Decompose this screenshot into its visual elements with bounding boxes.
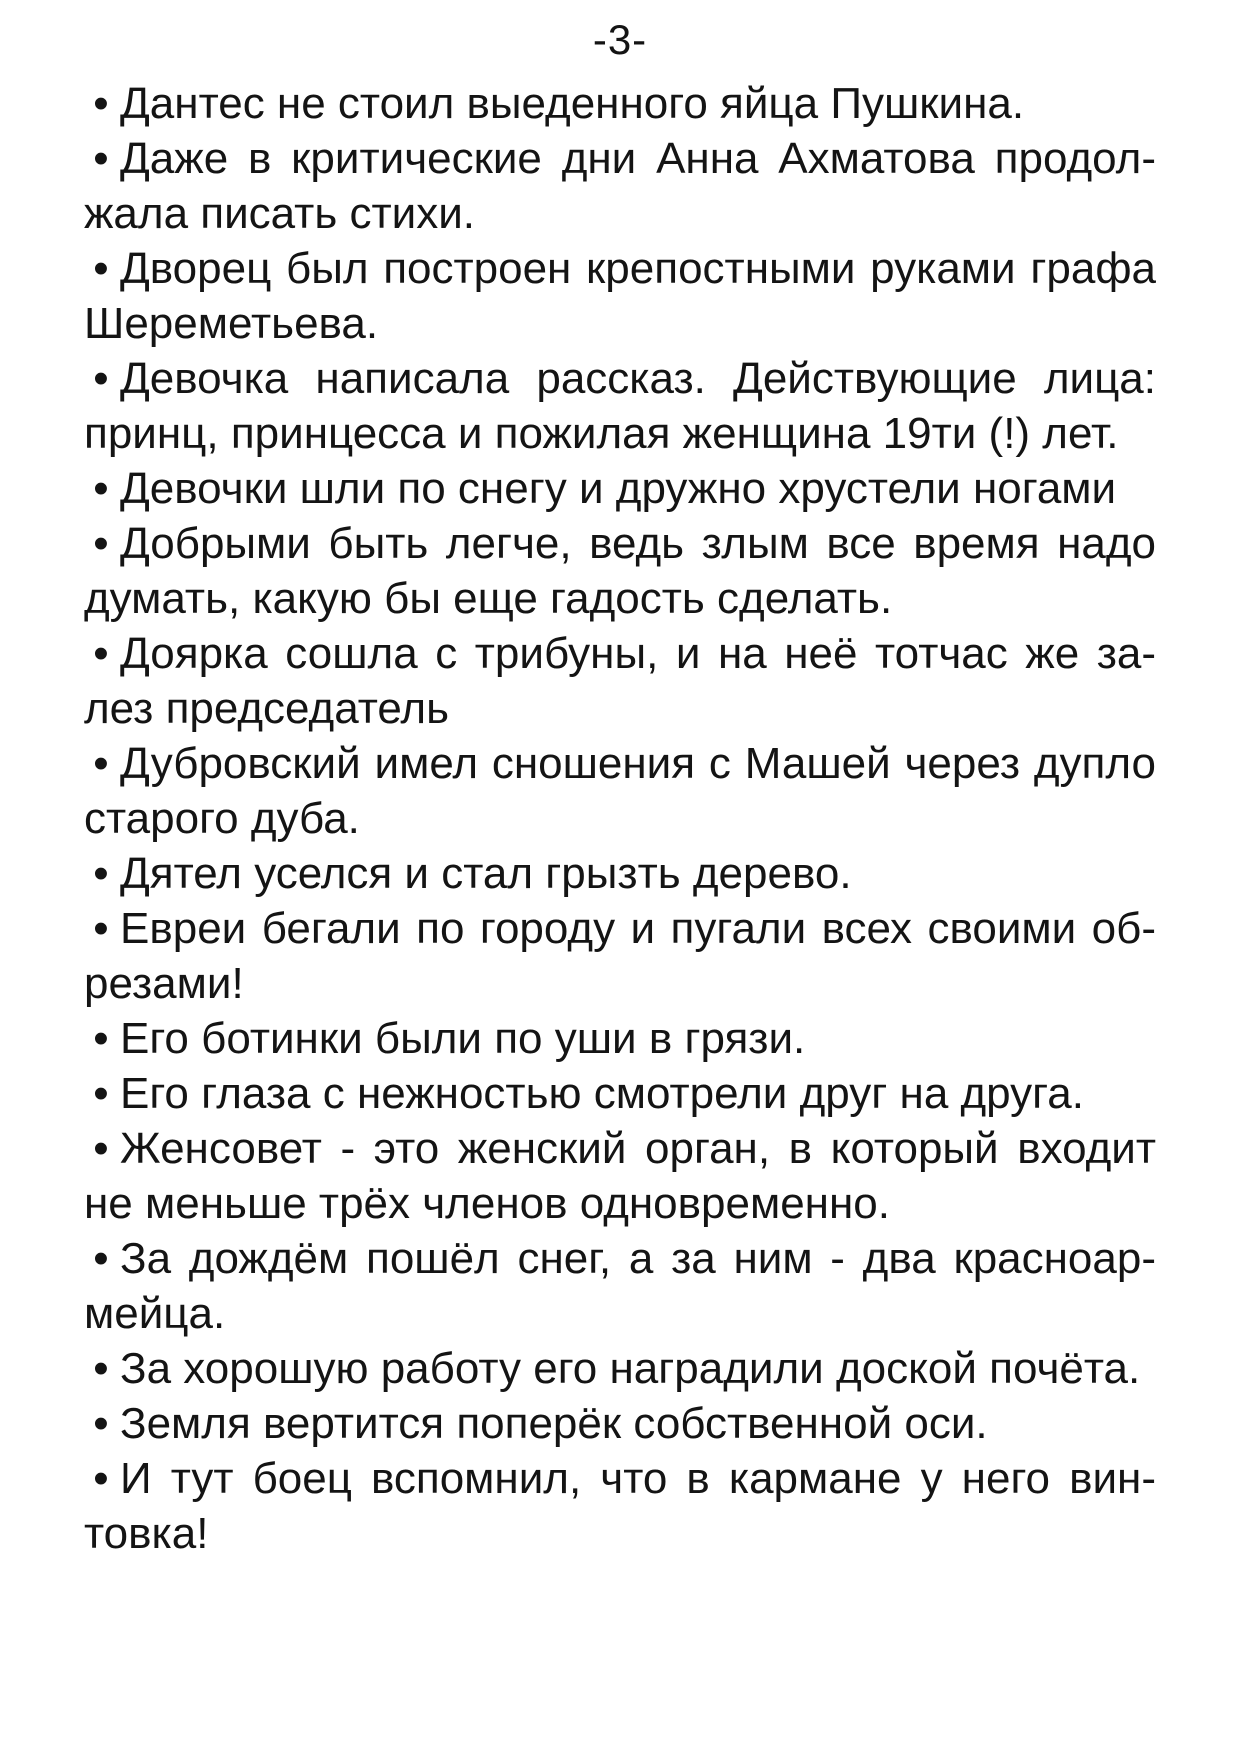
list-item xyxy=(84,76,1156,131)
entry-text: Его глаза с нежностью смотрели друг на друга. xyxy=(120,1069,1084,1118)
entry-text: Дятел уселся и стал грызть дерево. xyxy=(120,849,852,898)
list-item xyxy=(84,1121,1156,1231)
entry-text: И тут боец вспомнил, что в кармане у него винтовка! xyxy=(84,1454,1156,1558)
document-page xyxy=(84,14,1156,1734)
entry-text: Дворец был построен крепостными руками графа Шереметьева. xyxy=(84,244,1156,348)
bullet-icon: • xyxy=(93,1069,109,1118)
bullet-icon: • xyxy=(93,1234,109,1283)
bullet-icon: • xyxy=(93,79,109,128)
entry-text: Девочки шли по снегу и дружно хрустели ногами xyxy=(120,464,1117,513)
entry-text: Женсовет - это женский орган, в который входит не меньше трёх членов одновременно. xyxy=(84,1124,1156,1228)
bullet-icon: • xyxy=(93,519,109,568)
list-item xyxy=(84,736,1156,846)
list-item xyxy=(84,1011,1156,1066)
entries-list xyxy=(84,76,1156,1561)
page-number: -3- xyxy=(592,16,648,63)
list-item xyxy=(84,1451,1156,1561)
list-item xyxy=(84,1231,1156,1341)
entry-text: Добрыми быть легче, ведь злым все время надо думать, какую бы еще гадость сделать. xyxy=(84,519,1156,623)
list-item xyxy=(84,131,1156,241)
entry-text: За дождём пошёл снег, а за ним - два красноармейца. xyxy=(84,1234,1156,1338)
bullet-icon: • xyxy=(93,244,109,293)
entry-text: Его ботинки были по уши в грязи. xyxy=(120,1014,806,1063)
list-item xyxy=(84,1396,1156,1451)
bullet-icon: • xyxy=(93,1124,109,1173)
entry-text: Дантес не стоил выеденного яйца Пушкина. xyxy=(120,79,1025,128)
bullet-icon: • xyxy=(93,354,109,403)
entry-text: Доярка сошла с трибуны, и на неё тотчас же залез председатель xyxy=(84,629,1156,733)
list-item xyxy=(84,901,1156,1011)
bullet-icon: • xyxy=(93,1399,109,1448)
entry-text: Девочка написала рассказ. Действующие лица: принц, принцесса и пожилая женщина 19ти (!) лет. xyxy=(84,354,1156,458)
list-item xyxy=(84,241,1156,351)
list-item xyxy=(84,351,1156,461)
list-item xyxy=(84,846,1156,901)
entry-text: За хорошую работу его наградили доской почёта. xyxy=(120,1344,1141,1393)
list-item xyxy=(84,461,1156,516)
bullet-icon: • xyxy=(93,739,109,788)
list-item xyxy=(84,1066,1156,1121)
bullet-icon: • xyxy=(93,629,109,678)
bullet-icon: • xyxy=(93,464,109,513)
list-item xyxy=(84,516,1156,626)
list-item xyxy=(84,1341,1156,1396)
entry-text: Дубровский имел сношения с Машей через дупло старого дуба. xyxy=(84,739,1156,843)
entry-text: Земля вертится поперёк собственной оси. xyxy=(120,1399,988,1448)
bullet-icon: • xyxy=(93,1014,109,1063)
bullet-icon: • xyxy=(93,1454,109,1503)
bullet-icon: • xyxy=(93,904,109,953)
list-item xyxy=(84,626,1156,736)
entry-text: Даже в критические дни Анна Ахматова продолжала писать стихи. xyxy=(84,134,1156,238)
bullet-icon: • xyxy=(93,134,109,183)
bullet-icon: • xyxy=(93,1344,109,1393)
bullet-icon: • xyxy=(93,849,109,898)
entry-text: Евреи бегали по городу и пугали всех своими обрезами! xyxy=(84,904,1156,1008)
